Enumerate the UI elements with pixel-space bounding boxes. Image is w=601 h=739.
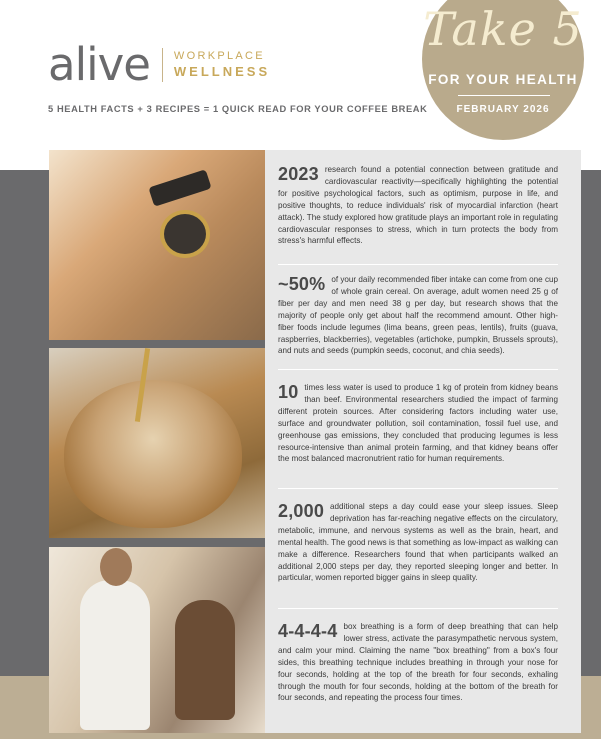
fact-number: ~50% — [278, 274, 326, 294]
fact-item — [278, 164, 558, 247]
fact-number: 4-4-4-4 — [278, 621, 338, 641]
woman-figure-shape — [175, 600, 235, 720]
watch-icon — [160, 210, 210, 258]
logo-wordmark: alive — [48, 38, 150, 91]
badge-subtitle: FOR YOUR HEALTH — [428, 72, 578, 87]
logo-subtitle — [174, 50, 270, 79]
logo-separator — [162, 48, 163, 82]
logo-line-1: WORKPLACE — [173, 50, 265, 62]
fact-divider — [278, 264, 558, 265]
fact-number: 2023 — [278, 164, 319, 184]
take5-badge — [422, 0, 584, 140]
alive-logo — [48, 38, 271, 91]
fact-text: research found a potential connection between gratitude and cardiovascular reactivity—specifically highlighting the potential for positive psychological factors, such as optimism, purpose in life, and positive thoughts, to reduce individuals' risk of myocardial infarction (heart attack). The study explored how gratitude plays an important role in regulating cardiovascular responses to stress, which in turn protects the body from stress's harmful effects. — [278, 165, 558, 246]
logo-line-2: WELLNESS — [173, 64, 271, 79]
fact-divider — [278, 369, 558, 370]
fact-number: 2,000 — [278, 501, 325, 521]
photo-gap — [49, 340, 265, 348]
fact-item — [278, 274, 558, 357]
fact-number: 10 — [278, 382, 299, 402]
man-figure-shape — [80, 580, 150, 730]
fact-text: times less water is used to produce 1 kg of protein from kidney beans than beef. Environmental researchers studied the impact of farming different protein sources. After considering factors including water use, surface and groundwater pollution, soil contamination, fossil fuel use, and greenhouse gas emissions, they concluded that producing legumes is less resource-intensive than animal protein farming, and that kidney beans offer the most balanced macronutrient ratio for human requirements. — [278, 383, 558, 464]
fact-item — [278, 621, 558, 704]
photo-gap — [49, 538, 265, 547]
bowl-shape — [64, 380, 242, 528]
badge-script-title: Take 5 — [423, 2, 583, 56]
man-head-shape — [100, 548, 132, 586]
fact-text: additional steps a day could ease your sleep issues. Sleep deprivation has far-reaching negative effects on the circulatory, metabolic, immune, and nervous systems as well as the brain, heart, and mental health. The good news is that something as low-impact as walking can make a difference. Researchers found that when participants walked an additional 2,000 steps per day, they reported sleeping longer and better. In particular, women reported bigger gains in sleep quality. — [278, 502, 558, 583]
tagline: 5 HEALTH FACTS + 3 RECIPES = 1 QUICK READ FOR YOUR COFFEE BREAK — [48, 104, 428, 114]
fact-text: of your daily recommended fiber intake can come from one cup of whole grain cereal. On average, adult women need 25 g of fiber per day and men need 38 g per day, but research shows that the majority of people only get about half the recommend amount. Other high-fiber foods include legumes (lima beans, green peas, lentils), fruits (guava, raspberries, blackberries), vegetables (artichoke, pumpkin, Brussels sprouts), and nuts and seeds (pumpkin seeds, coconut, and chia seeds). — [278, 275, 558, 356]
fact-item — [278, 382, 558, 465]
hands-with-watch-photo — [49, 150, 265, 340]
fact-item — [278, 501, 558, 584]
badge-divider — [458, 95, 550, 96]
fact-divider — [278, 608, 558, 609]
badge-date: FEBRUARY 2026 — [456, 104, 550, 115]
fact-text: box breathing is a form of deep breathing that can help lower stress, activate the parasympathetic nervous system, and calm your mind. Claiming the name "box breathing" from a box's four sides, this breathing technique includes breathing in through your nose for four seconds, holding at the top of the breath for four seconds, exhaling through the mouth for four seconds, holding at the bottom of the breath for four seconds, and repeating the process four times. — [278, 622, 558, 703]
fact-divider — [278, 488, 558, 489]
